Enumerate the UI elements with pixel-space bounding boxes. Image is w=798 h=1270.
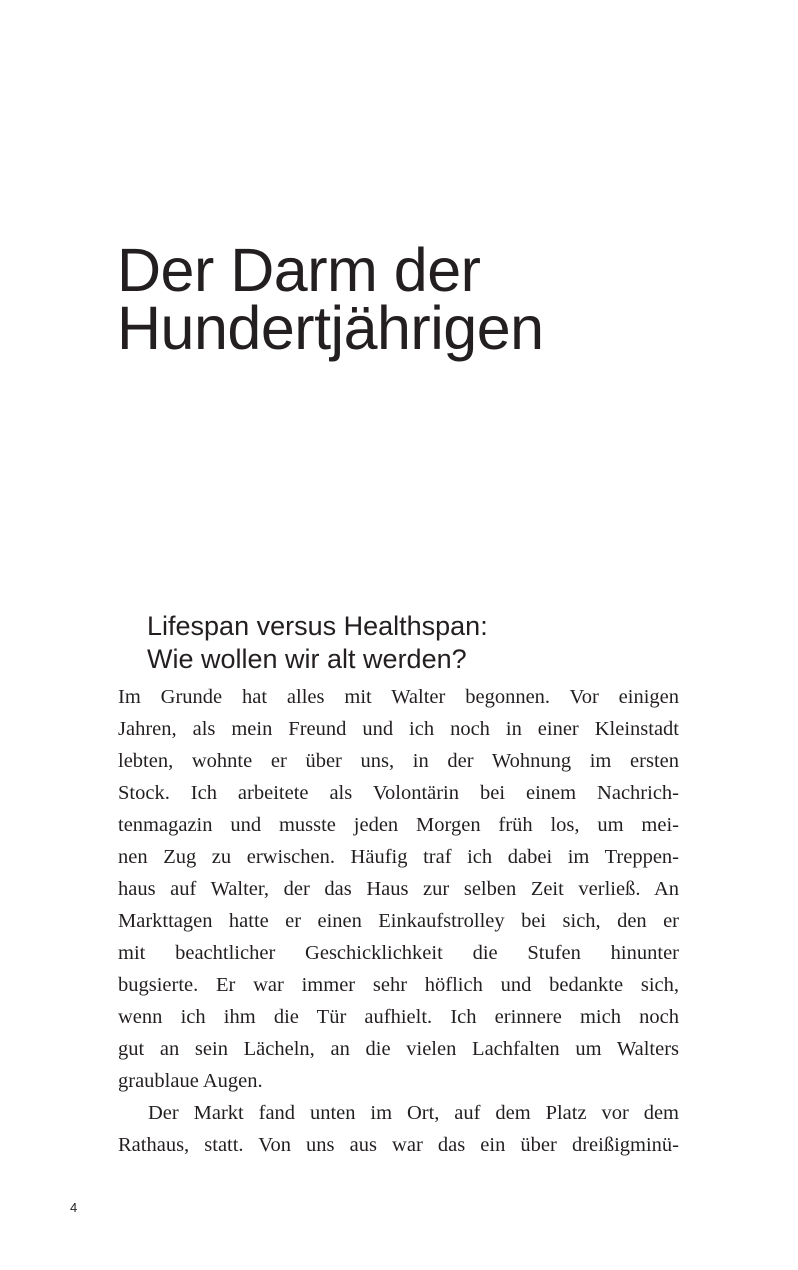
page-number: 4 bbox=[70, 1200, 78, 1215]
section-heading-line: Lifespan versus Healthspan: bbox=[147, 611, 488, 641]
text-line: gut an sein Lächeln, an die vielen Lachfalten um Walters bbox=[118, 1038, 679, 1060]
chapter-title bbox=[117, 236, 737, 362]
chapter-title-line: Der Darm der bbox=[117, 236, 481, 304]
text-line: Rathaus, statt. Von uns aus war das ein über dreißigminü- bbox=[118, 1134, 679, 1156]
text-line: wenn ich ihm die Tür aufhielt. Ich erinnere mich noch bbox=[118, 1006, 679, 1028]
text-line: tenmagazin und musste jeden Morgen früh los, um mei- bbox=[118, 814, 679, 836]
text-line: graublaue Augen. bbox=[118, 1070, 263, 1092]
text-line: nen Zug zu erwischen. Häufig traf ich dabei im Treppen- bbox=[118, 846, 679, 868]
body-text bbox=[118, 681, 679, 1161]
text-line: Jahren, als mein Freund und ich noch in einer Kleinstadt bbox=[118, 718, 679, 740]
section-heading bbox=[147, 610, 707, 676]
paragraph-1 bbox=[118, 681, 679, 1097]
section-heading-line: Wie wollen wir alt werden? bbox=[147, 644, 467, 674]
text-line: Stock. Ich arbeitete als Volontärin bei einem Nachrich- bbox=[118, 782, 679, 804]
text-line: mit beachtlicher Geschicklichkeit die Stufen hinunter bbox=[118, 942, 679, 964]
text-line: Im Grunde hat alles mit Walter begonnen. Vor einigen bbox=[118, 686, 679, 708]
text-line: Der Markt fand unten im Ort, auf dem Platz vor dem bbox=[148, 1102, 679, 1124]
chapter-title-line: Hundertjährigen bbox=[117, 294, 544, 362]
paragraph-2 bbox=[118, 1097, 679, 1161]
text-line: lebten, wohnte er über uns, in der Wohnung im ersten bbox=[118, 750, 679, 772]
text-line: bugsierte. Er war immer sehr höflich und bedankte sich, bbox=[118, 974, 679, 996]
text-line: Markttagen hatte er einen Einkaufstrolley bei sich, den er bbox=[118, 910, 679, 932]
text-line: haus auf Walter, der das Haus zur selben Zeit verließ. An bbox=[118, 878, 679, 900]
